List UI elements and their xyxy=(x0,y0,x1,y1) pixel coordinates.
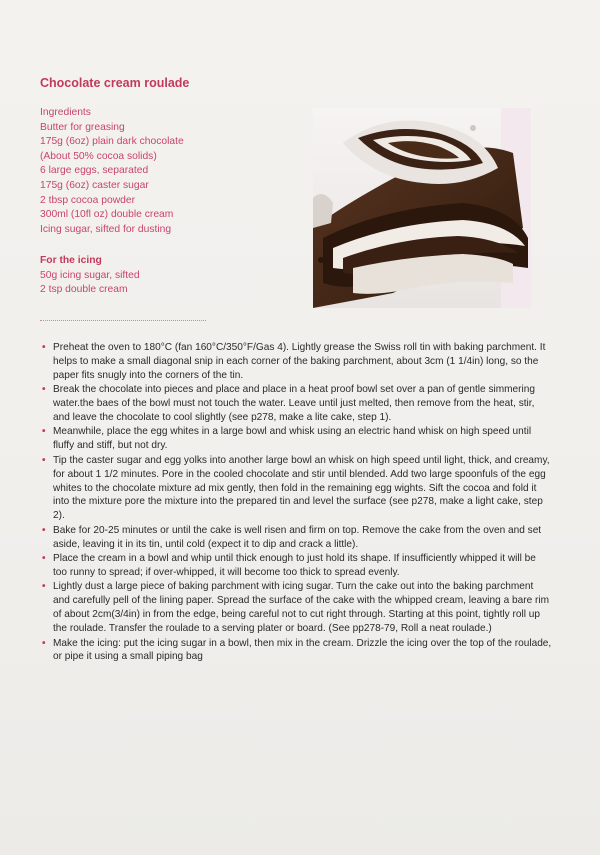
bullet-icon: • xyxy=(42,426,46,438)
bullet-icon: • xyxy=(42,342,46,353)
step-text: Break the chocolate into pieces and place and place in a heat proof bowl set over a pan of gentle simmering water.the baes of the bowl must not touch the water. Leave until just melted, then remove from the heat, stir, and leave the chocolate to cool slightly (see p278, make a lite cake, step 1). xyxy=(53,384,535,424)
bullet-icon: • xyxy=(42,524,46,536)
ingredient-item: Butter for greasing xyxy=(40,121,125,133)
method-step xyxy=(42,341,552,383)
method-step xyxy=(42,637,552,665)
bullet-icon: • xyxy=(42,637,46,649)
method-step xyxy=(42,383,552,425)
bullet-icon: • xyxy=(42,553,46,565)
bullet-icon: • xyxy=(42,454,46,466)
bullet-icon: • xyxy=(42,384,46,396)
ingredient-item: (About 50% cocoa solids) xyxy=(40,150,157,162)
method-step xyxy=(42,524,552,552)
icing-list xyxy=(40,254,310,298)
ingredients-heading: Ingredients xyxy=(40,107,91,118)
method-step xyxy=(42,552,552,580)
ingredient-item: 300ml (10fl oz) double cream xyxy=(40,209,174,221)
step-text: Meanwhile, place the egg whites in a large bowl and whisk using an electric hand whisk on high speed until fluffy and stiff, but not dry. xyxy=(53,426,532,452)
step-text: Preheat the oven to 180°C (fan 160°C/350°F/Gas 4). Lightly grease the Swiss roll tin with baking parchment. It helps to make a small diagonal snip in each corner of the baking parchment, about 3cm (1 1/4in) long, so the paper fits snugly into the corners of the tin. xyxy=(53,342,546,381)
bullet-icon: • xyxy=(42,581,46,593)
method-steps xyxy=(42,341,552,665)
ingredients-list xyxy=(40,106,310,237)
method-step xyxy=(42,425,552,453)
ingredient-item: 175g (6oz) plain dark chocolate xyxy=(40,136,184,148)
step-text: Make the icing: put the icing sugar in a bowl, then mix in the cream. Drizzle the icing over the top of the roulade, or pipe it using a small piping bag xyxy=(53,637,552,663)
ingredient-item: 6 large eggs, separated xyxy=(40,165,149,177)
ingredient-item: 2 tbsp cocoa powder xyxy=(40,194,136,206)
recipe-title: Chocolate cream roulade xyxy=(40,76,190,90)
method-step xyxy=(42,454,552,524)
step-text: Place the cream in a bowl and whip until thick enough to just hold its shape. If insufficiently whipped it will be too runny to spread; if over-whipped, it will become too thick to spread evenly. xyxy=(53,553,536,578)
ingredient-item: 175g (6oz) caster sugar xyxy=(40,179,149,191)
step-text: Lightly dust a large piece of baking parchment with icing sugar. Turn the cake out into the baking parchment and carefully pell of the lining paper. Spread the surface of the cake with the whipped cream, leaving a bare rim of about 2cm(3/4in) in from the edge, being careful not to cut right through. Starting at this point, tightly roll up the roulade. Transfer the roulade to a serving plater or board. (See pp278-79, Roll a neat roulade.) xyxy=(53,581,550,635)
method-step xyxy=(42,580,552,636)
step-text: Bake for 20-25 minutes or until the cake is well risen and firm on top. Remove the cake from the oven and set aside, leaving it in its tin, until cold (expect it to dip and crack a little). xyxy=(53,524,542,550)
step-text: Tip the caster sugar and egg yolks into another large bowl an whisk on high speed until light, thick, and creamy, for about 1 1/2 minutes. Pore in the cooled chocolate and stir until blended. Add two large spoonfuls of the egg whites to the chocolate mixture ad mix gently, then fold in the remaining egg wights. Sift the cocoa and fold it into the mixture pore the mixture into the prepared tin and level the surface (see p278, make a light cake, step 2). xyxy=(53,454,550,522)
icing-item: 2 tsp double cream xyxy=(40,284,128,296)
roulade-photo xyxy=(313,108,531,308)
dotted-divider xyxy=(40,320,206,321)
icing-heading: For the icing xyxy=(40,255,102,266)
ingredient-item: Icing sugar, sifted for dusting xyxy=(40,223,172,235)
icing-item: 50g icing sugar, sifted xyxy=(40,269,140,281)
